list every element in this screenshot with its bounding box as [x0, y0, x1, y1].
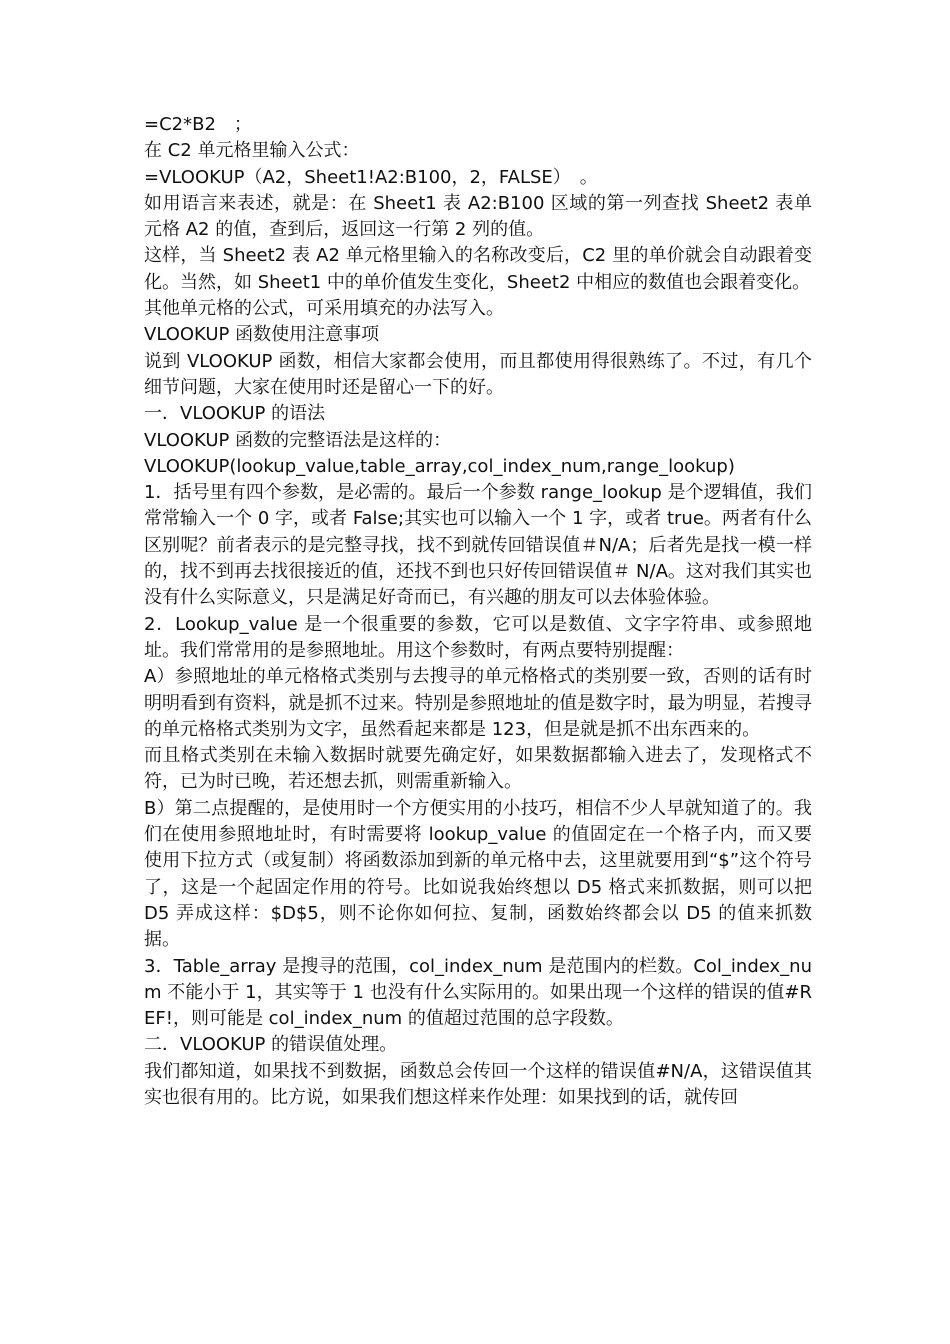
- paragraph-point-2: 2．Lookup_value 是一个很重要的参数，它可以是数值、文字字符串、或参照地址。我们常常用的是参照地址。用这个参数时，有两点要特别提醒：: [144, 613, 812, 661]
- paragraph-point-2a: A）参照地址的单元格格式类别与去搜寻的单元格格式的类别要一致，否则的话有时明明看到有资料，就是抓不过来。特别是参照地址的值是数字时，最为明显，若搜寻的单元格格式类别为文字，虽然看起来都是 123，但是就是抓不出东西来的。: [144, 666, 812, 740]
- section-heading-syntax: 一．VLOOKUP 的语法: [144, 403, 326, 425]
- paragraph-error-handling: 我们都知道，如果找不到数据，函数总会传回一个这样的错误值#N/A，这错误值其实也很有用的。比方说，如果我们想这样来作处理：如果找到的话，就传回: [144, 1060, 812, 1108]
- paragraph-explanation: 如用语言来表述，就是：在 Sheet1 表 A2:B100 区域的第一列查找 Sheet2 表单元格 A2 的值，查到后，返回这一行第 2 列的值。: [144, 192, 812, 241]
- paragraph-point-3: 3．Table_array 是搜寻的范围，col_index_num 是范围内的栏数。Col_index_num 不能小于 1，其实等于 1 也没有什么实际用的。如果出现一个这样的错误的值#REF!，则可能是 col_index_num 的值超过范围的总字段数。: [144, 955, 812, 1030]
- paragraph-format-note: 而且格式类别在未输入数据时就要先确定好，如果数据都输入进去了，发现格式不符，已为时已晚，若还想去抓，则需重新输入。: [144, 745, 812, 793]
- paragraph-point-2b: B）第二点提醒的，是使用时一个方便实用的小技巧，相信不少人早就知道了的。我们在使用参照地址时，有时需要将 lookup_value 的值固定在一个格子内，而又要使用下拉方式（或复制）将函数添加到新的单元格中去，这里就要用到“$”这个符号了，这是一个起固定作用的符号。比如说我始终想以 D5 格式来抓数据，则可以把 D5 弄成这样：$D$5，则不论你如何拉、复制，函数始终都会以 D5 的值来抓数据。: [144, 797, 812, 951]
- document-page: [144, 112, 812, 1111]
- paragraph-syntax-intro: VLOOKUP 函数的完整语法是这样的：: [144, 429, 452, 451]
- section-heading-notes: VLOOKUP 函数使用注意事项: [144, 324, 380, 346]
- paragraph-syntax-signature: VLOOKUP(lookup_value,table_array,col_index_num,range_lookup): [144, 455, 735, 477]
- paragraph-formula-c2b2: =C2*B2 ；: [144, 114, 252, 135]
- paragraph-c2-input: 在 C2 单元格里输入公式：: [144, 140, 360, 162]
- section-heading-errors: 二．VLOOKUP 的错误值处理。: [144, 1034, 398, 1056]
- paragraph-vlookup-formula: =VLOOKUP（A2，Sheet1!A2:B100，2，FALSE） 。: [144, 166, 598, 188]
- paragraph-auto-update: 这样，当 Sheet2 表 A2 单元格里输入的名称改变后，C2 里的单价就会自动跟着变化。当然，如 Sheet1 中的单价值发生变化，Sheet2 中相应的数值也会跟着变化。: [144, 245, 812, 293]
- paragraph-fill-formulas: 其他单元格的公式，可采用填充的办法写入。: [144, 298, 504, 320]
- paragraph-intro: 说到 VLOOKUP 函数，相信大家都会使用，而且都使用得很熟练了。不过，有几个细节问题，大家在使用时还是留心一下的好。: [144, 350, 812, 398]
- paragraph-point-1: 1．括号里有四个参数，是必需的。最后一个参数 range_lookup 是个逻辑值，我们常常输入一个 0 字，或者 False;其实也可以输入一个 1 字，或者 true。两者有什么区别呢？前者表示的是完整寻找，找不到就传回错误值＃N/A；后者先是找一模一样的，找不到再去找很接近的值，还找不到也只好传回错误值＃ N/A。这对我们其实也没有什么实际意义，只是满足好奇而已，有兴趣的朋友可以去体验体验。: [144, 482, 812, 609]
